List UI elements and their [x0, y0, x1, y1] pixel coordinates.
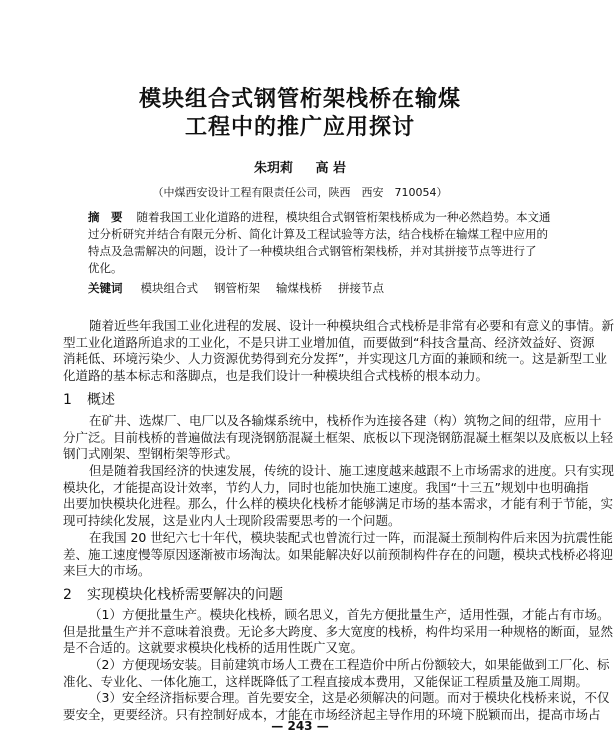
text-line: 过分析研究并结合有限元分析、简化计算及工程试验等方法，结合栈桥在输煤工程中应用的 [88, 227, 548, 241]
section-2-body [63, 607, 614, 724]
text-line: 出要加快模块化进程。那么，什么样的模块化栈桥才能够满足市场的基本需求，才能有利于节能，实 [63, 496, 614, 512]
text-line: 优化。 [88, 261, 123, 275]
text-line: 准化、专业化、一体化施工，这样既降低了工程直接成本费用，又能保证工程质量及施工周期。 [63, 673, 589, 689]
keywords [88, 280, 396, 296]
text-line: 在矿井、选煤厂、电厂以及各输煤系统中，栈桥作为连接各建（构）筑物之间的纽带，应用十 [89, 413, 602, 428]
text-line: （2）方便现场安装。目前建筑市场人工费在工程造价中所占份额较大，如果能做到工厂化、标 [89, 657, 610, 673]
text-line: 在我国 20 世纪六七十年代，模块装配式也曾流行过一阵，而混凝土预制构件后来因为抗震性能 [89, 529, 613, 545]
text-line: 来巨大的市场。 [63, 563, 151, 579]
text-line: 差、施工速度慢等原因逐渐被市场淘汰。如果能解决好以前预制构件存在的问题，模块式栈桥必将迎 [63, 546, 614, 562]
text-line [88, 209, 551, 226]
page-number: — 243 — [271, 719, 329, 733]
text-line: 消耗低、环境污染少、人力资源优势得到充分发挥”，并实现这几方面的兼顾和统一。这是新型工业 [63, 351, 607, 367]
abstract-text: 随着我国工业化道路的进程，模块组合式钢管桁架栈桥成为一种必然趋势。本文通 [136, 210, 551, 224]
section-number: 2 [63, 587, 72, 603]
abstract-label: 摘 要 [88, 210, 123, 224]
section-title: 概述 [87, 392, 115, 408]
keyword: 模块组合式 [140, 281, 199, 295]
text-line: 分广泛。目前栈桥的普遍做法有现浇钢筋混凝土框架、底板以下现浇钢筋混凝土框架以及底板以上轻 [63, 429, 614, 445]
authors [0, 157, 600, 176]
keywords-label: 关键词 [88, 281, 123, 295]
text-line: 模块化，才能提高设计效率，节约人力，同时也能加快施工速度。我国“十三五”规划中也明确指 [63, 479, 589, 495]
text-line: 是不合适的。这就要求模块化栈桥的适用性既广又宽。 [63, 640, 364, 656]
keyword: 输煤栈桥 [276, 281, 323, 295]
section-number: 1 [63, 392, 72, 408]
paper-title-line-1: 模块组合式钢管桁架栈桥在输煤 [138, 87, 461, 112]
author-name: 高 岩 [315, 161, 347, 176]
section-title: 实现模块化栈桥需要解决的问题 [87, 587, 283, 603]
keyword: 钢管桁架 [214, 281, 261, 295]
text-line: （1）方便批量生产。模块化栈桥，顾名思义，首先方便批量生产，适用性强，才能占有市场。 [89, 607, 610, 622]
author-name: 朱玥莉 [253, 161, 293, 176]
intro-paragraph [63, 318, 614, 385]
text-line: 型工业化道路所追求的工业化，不是只讲工业增加值，而要做到“科技含量高、经济效益好、资源 [63, 334, 595, 350]
text-line: 特点及急需解决的问题，设计了一种模块组合式钢管桁架栈桥，并对其拼接节点等进行了 [88, 244, 537, 258]
keyword: 拼接节点 [338, 281, 385, 295]
text-line: 随着近些年我国工业化进程的发展、设计一种模块组合式栈桥是非常有必要和有意义的事情。新 [89, 318, 614, 333]
section-1-heading [63, 389, 115, 409]
section-1-body [63, 413, 614, 580]
affiliation: （中煤西安设计工程有限责任公司，陕西 西安 710054） [152, 186, 448, 199]
text-line: 要安全，更要经济。只有控制好成本，才能在市场经济起主导作用的环境下脱颖而出，提高市场占 [63, 707, 601, 723]
abstract [88, 209, 551, 277]
paper-title-line-2: 工程中的推广应用探讨 [184, 115, 415, 140]
text-line: 现可持续化发展，这是业内人士现阶段需要思考的一个问题。 [63, 513, 401, 529]
text-line: （3）安全经济指标要合理。首先要安全，这是必须解决的问题。而对于模块化栈桥来说，不仅 [89, 690, 610, 706]
text-line: 钢门式刚架、型钢桁架等形式。 [63, 446, 239, 462]
text-line: 但是随着我国经济的快速发展，传统的设计、施工速度越来越跟不上市场需求的进度。只有实现 [89, 463, 614, 479]
section-2-heading [63, 584, 283, 604]
text-line: 但是批量生产并不意味着浪费。无论多大跨度、多大宽度的栈桥，构件均采用一种规格的断面，显然 [63, 623, 614, 639]
text-line: 化道路的基本标志和落脚点，也是我们设计一种模块组合式栈桥的根本动力。 [63, 368, 489, 384]
